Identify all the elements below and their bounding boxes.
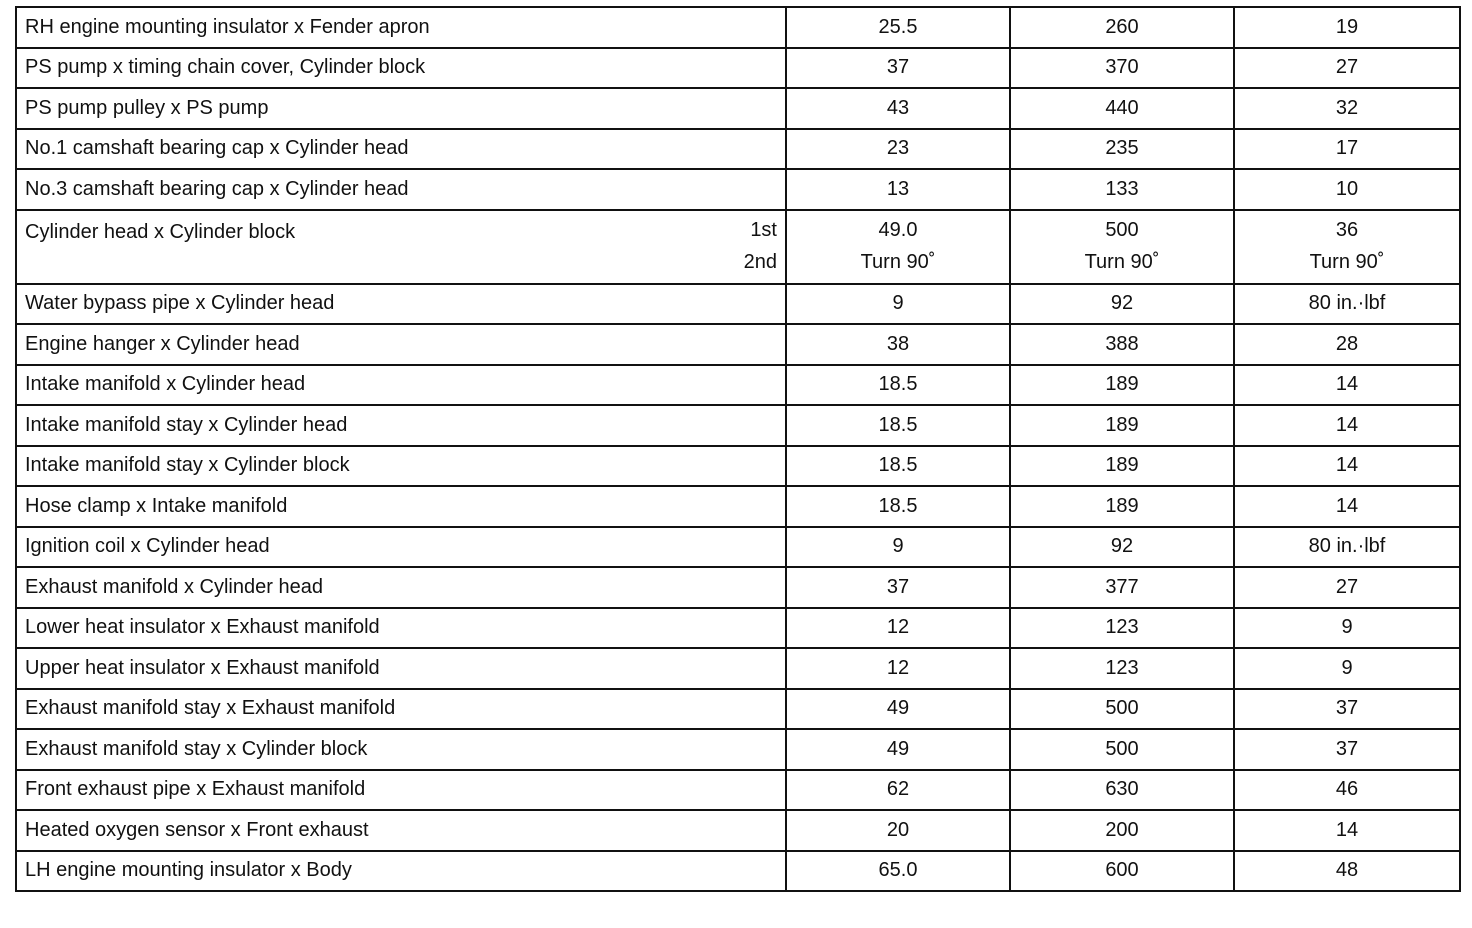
- torque-kgfcm-cell: [1010, 210, 1234, 284]
- table-row: [16, 88, 1460, 129]
- table-row: [16, 365, 1460, 406]
- part-name-cell: Intake manifold stay x Cylinder block: [16, 446, 786, 487]
- part-name-cell: [16, 210, 786, 284]
- torque-ftlbf-cell: 37: [1234, 729, 1460, 770]
- torque-nm-cell: 12: [786, 608, 1010, 649]
- part-name-cell: Intake manifold stay x Cylinder head: [16, 405, 786, 446]
- torque-ftlbf-cell: 9: [1234, 648, 1460, 689]
- torque-ftlbf-cell: 14: [1234, 365, 1460, 406]
- torque-kgfcm-cell: 92: [1010, 527, 1234, 568]
- torque-kgfcm-cell: 500: [1010, 689, 1234, 730]
- part-name-cell: PS pump x timing chain cover, Cylinder block: [16, 48, 786, 89]
- table-row: [16, 608, 1460, 649]
- torque-kgfcm-cell: 200: [1010, 810, 1234, 851]
- torque-ftlbf-cell: 80 in.·lbf: [1234, 284, 1460, 325]
- two-step-values: [795, 214, 1001, 278]
- torque-ftlbf-cell: 27: [1234, 567, 1460, 608]
- part-name-cell: No.3 camshaft bearing cap x Cylinder head: [16, 169, 786, 210]
- torque-ftlbf-cell: 19: [1234, 7, 1460, 48]
- table-row: [16, 689, 1460, 730]
- torque-nm-cell: 23: [786, 129, 1010, 170]
- two-step-values: [1243, 214, 1451, 278]
- tightening-steps: [744, 214, 777, 278]
- part-name-cell: Exhaust manifold stay x Cylinder block: [16, 729, 786, 770]
- step-first-label: 1st: [750, 218, 777, 241]
- part-name-cell: Intake manifold x Cylinder head: [16, 365, 786, 406]
- torque-ftlbf-cell: 37: [1234, 689, 1460, 730]
- torque-kgfcm-cell: 92: [1010, 284, 1234, 325]
- torque-kgfcm-cell: 500: [1010, 729, 1234, 770]
- torque-kgfcm-cell: 235: [1010, 129, 1234, 170]
- torque-kgfcm-cell: 123: [1010, 648, 1234, 689]
- torque-ftlbf-cell: 17: [1234, 129, 1460, 170]
- torque-ftlbf-cell: 32: [1234, 88, 1460, 129]
- torque-ftlbf-cell: 14: [1234, 486, 1460, 527]
- torque-spec-table: [15, 6, 1461, 892]
- step-second-label: 2nd: [743, 250, 777, 273]
- torque-nm-cell: 37: [786, 48, 1010, 89]
- table-row: [16, 810, 1460, 851]
- torque-nm-cell: 9: [786, 284, 1010, 325]
- torque-kgfcm-cell: 600: [1010, 851, 1234, 892]
- part-name-cell: Heated oxygen sensor x Front exhaust: [16, 810, 786, 851]
- torque-kgfcm-step2: Turn 90˚: [1084, 250, 1160, 273]
- part-name-cell: Ignition coil x Cylinder head: [16, 527, 786, 568]
- torque-nm-cell: [786, 210, 1010, 284]
- torque-kgfcm-step1: 500: [1105, 218, 1139, 241]
- torque-nm-cell: 9: [786, 527, 1010, 568]
- torque-kgfcm-cell: 133: [1010, 169, 1234, 210]
- torque-kgfcm-cell: 370: [1010, 48, 1234, 89]
- part-name-cell: Upper heat insulator x Exhaust manifold: [16, 648, 786, 689]
- torque-kgfcm-cell: 189: [1010, 446, 1234, 487]
- torque-kgfcm-cell: 388: [1010, 324, 1234, 365]
- torque-nm-cell: 12: [786, 648, 1010, 689]
- torque-ftlbf-cell: 14: [1234, 446, 1460, 487]
- table-row: [16, 446, 1460, 487]
- table-row: [16, 284, 1460, 325]
- torque-nm-cell: 18.5: [786, 486, 1010, 527]
- table-row-two-step: [16, 210, 1460, 284]
- table-row: [16, 567, 1460, 608]
- torque-nm-cell: 18.5: [786, 405, 1010, 446]
- torque-ftlbf-cell: 14: [1234, 405, 1460, 446]
- part-name-cell: LH engine mounting insulator x Body: [16, 851, 786, 892]
- torque-nm-cell: 49: [786, 689, 1010, 730]
- torque-ftlbf-cell: 10: [1234, 169, 1460, 210]
- torque-nm-cell: 25.5: [786, 7, 1010, 48]
- torque-kgfcm-cell: 189: [1010, 486, 1234, 527]
- torque-ftlbf-cell: 14: [1234, 810, 1460, 851]
- table-row: [16, 729, 1460, 770]
- torque-nm-step2: Turn 90˚: [860, 250, 936, 273]
- part-name-cell: Water bypass pipe x Cylinder head: [16, 284, 786, 325]
- part-name-cell: PS pump pulley x PS pump: [16, 88, 786, 129]
- torque-ftlbf-cell: 80 in.·lbf: [1234, 527, 1460, 568]
- torque-nm-cell: 43: [786, 88, 1010, 129]
- part-name-wrapper: [25, 216, 777, 278]
- table-row: [16, 7, 1460, 48]
- part-name-cell: Hose clamp x Intake manifold: [16, 486, 786, 527]
- torque-kgfcm-cell: 260: [1010, 7, 1234, 48]
- torque-nm-cell: 18.5: [786, 365, 1010, 406]
- torque-ftlbf-step1: 36: [1335, 218, 1359, 241]
- torque-ftlbf-cell: 9: [1234, 608, 1460, 649]
- table-row: [16, 169, 1460, 210]
- table-row: [16, 405, 1460, 446]
- table-row: [16, 851, 1460, 892]
- torque-kgfcm-cell: 440: [1010, 88, 1234, 129]
- torque-kgfcm-cell: 377: [1010, 567, 1234, 608]
- part-name-cell: Engine hanger x Cylinder head: [16, 324, 786, 365]
- torque-nm-cell: 13: [786, 169, 1010, 210]
- torque-ftlbf-cell: 27: [1234, 48, 1460, 89]
- table-row: [16, 324, 1460, 365]
- torque-nm-cell: 38: [786, 324, 1010, 365]
- torque-table-body: [16, 7, 1460, 891]
- torque-nm-cell: 20: [786, 810, 1010, 851]
- part-name-cell: Exhaust manifold x Cylinder head: [16, 567, 786, 608]
- two-step-values: [1019, 214, 1225, 278]
- torque-ftlbf-cell: [1234, 210, 1460, 284]
- table-row: [16, 486, 1460, 527]
- torque-kgfcm-cell: 123: [1010, 608, 1234, 649]
- table-row: [16, 770, 1460, 811]
- torque-nm-cell: 37: [786, 567, 1010, 608]
- torque-nm-cell: 49: [786, 729, 1010, 770]
- torque-kgfcm-cell: 189: [1010, 405, 1234, 446]
- torque-nm-cell: 65.0: [786, 851, 1010, 892]
- part-name-cell: Lower heat insulator x Exhaust manifold: [16, 608, 786, 649]
- torque-kgfcm-cell: 630: [1010, 770, 1234, 811]
- torque-nm-cell: 18.5: [786, 446, 1010, 487]
- table-row: [16, 48, 1460, 89]
- torque-ftlbf-cell: 48: [1234, 851, 1460, 892]
- part-name-cell: Exhaust manifold stay x Exhaust manifold: [16, 689, 786, 730]
- torque-kgfcm-cell: 189: [1010, 365, 1234, 406]
- torque-ftlbf-cell: 28: [1234, 324, 1460, 365]
- part-name-text: Cylinder head x Cylinder block: [25, 220, 296, 243]
- part-name-cell: RH engine mounting insulator x Fender apron: [16, 7, 786, 48]
- torque-nm-cell: 62: [786, 770, 1010, 811]
- table-row: [16, 129, 1460, 170]
- torque-ftlbf-step2: Turn 90˚: [1309, 250, 1385, 273]
- part-name-cell: Front exhaust pipe x Exhaust manifold: [16, 770, 786, 811]
- torque-ftlbf-cell: 46: [1234, 770, 1460, 811]
- table-row: [16, 527, 1460, 568]
- torque-spec-document: [15, 6, 1455, 892]
- torque-nm-step1: 49.0: [878, 218, 918, 241]
- part-name-cell: No.1 camshaft bearing cap x Cylinder head: [16, 129, 786, 170]
- table-row: [16, 648, 1460, 689]
